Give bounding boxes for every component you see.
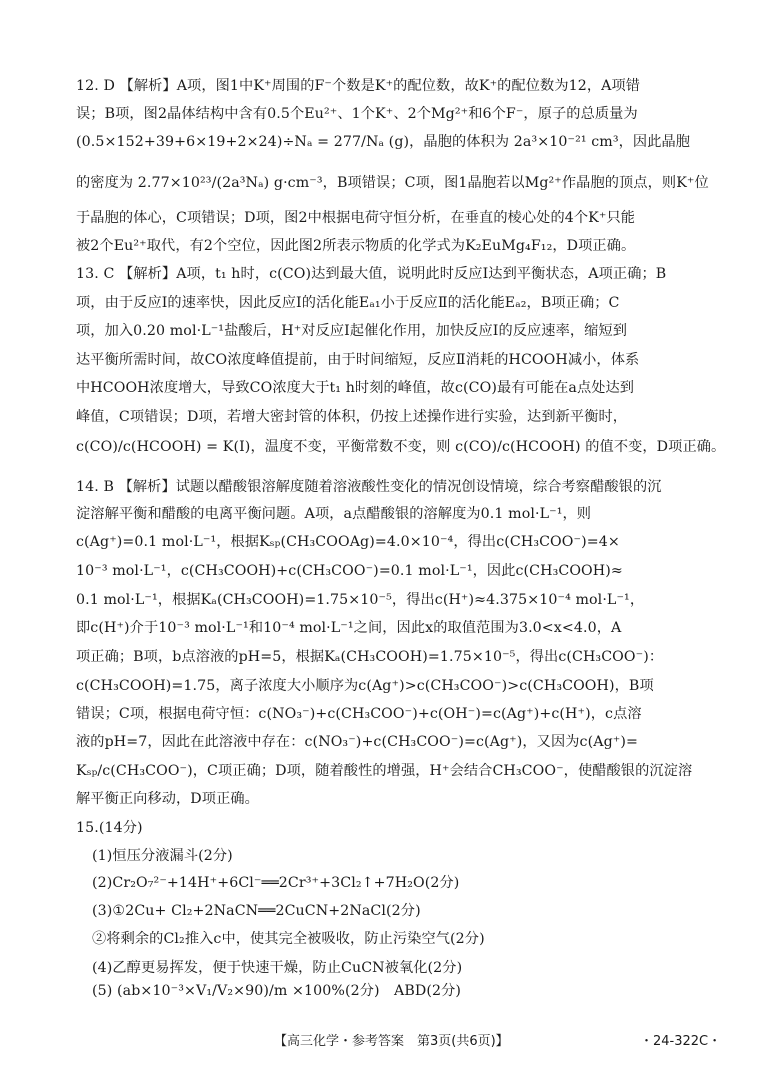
text-line: 12. D 【解析】A项，图1中K⁺周围的F⁻个数是K⁺的配位数，故K⁺的配位数为12，A项错: [76, 78, 641, 94]
text-line: 液的pH=7，因此在此溶液中存在：c(NO₃⁻)+c(CH₃COO⁻)=c(Ag⁺)，又因为c(Ag⁺)=: [76, 734, 638, 750]
text-line: 误；B项，图2晶体结构中含有0.5个Eu²⁺、1个K⁺、2个Mg²⁺和6个F⁻，原子的总质量为: [76, 106, 638, 122]
text-line: ②将剩余的Cl₂推入c中，使其完全被吸收，防止污染空气(2分): [92, 931, 485, 947]
text-line: c(Ag⁺)=0.1 mol·L⁻¹，根据Kₛₚ(CH₃COOAg)=4.0×10⁻⁴，得出c(CH₃COO⁻)=4×: [76, 534, 620, 550]
text-line: 项，加入0.20 mol·L⁻¹盐酸后，H⁺对反应Ⅰ起催化作用，加快反应Ⅰ的反应速率，缩短到: [76, 323, 628, 339]
text-line: 解平衡正向移动，D项正确。: [76, 791, 259, 807]
text-line: 项，由于反应Ⅰ的速率快，因此反应Ⅰ的活化能Eₐ₁小于反应Ⅱ的活化能Eₐ₂，B项正确；C: [76, 295, 620, 311]
text-line: 即c(H⁺)介于10⁻³ mol·L⁻¹和10⁻⁴ mol·L⁻¹之间，因此x的取值范围为3.0<x<4.0，A: [76, 620, 622, 636]
text-line: 淀溶解平衡和醋酸的电离平衡问题。A项，a点醋酸银的溶解度为0.1 mol·L⁻¹，则: [76, 506, 592, 522]
text-line: (3)①2Cu+ Cl₂+2NaCN══2CuCN+2NaCl(2分): [92, 903, 421, 919]
text-line: 项正确；B项，b点溶液的pH=5，根据Kₐ(CH₃COOH)=1.75×10⁻⁵，得出c(CH₃COO⁻)：: [76, 649, 664, 665]
text-line: 被2个Eu²⁺取代，有2个空位，因此图2所表示物质的化学式为K₂EuMg₄F₁₂，D项正确。: [76, 238, 636, 254]
text-line: (5) (ab×10⁻³×V₁/V₂×90)/m ×100%(2分) ABD(2分): [92, 983, 462, 999]
text-line: 错误；C项，根据电荷守恒：c(NO₃⁻)+c(CH₃COO⁻)+c(OH⁻)=c(Ag⁺)+c(H⁺)，c点溶: [76, 706, 642, 722]
footer-page-info: 【高三化学・参考答案 第3页(共6页)】: [274, 1034, 509, 1049]
text-line: 中HCOOH浓度增大，导致CO浓度大于t₁ h时刻的峰值，故c(CO)最有可能在a点处达到: [76, 380, 635, 396]
text-line: 14. B 【解析】试题以醋酸银溶解度随着溶液酸性变化的情况创设情境，综合考察醋酸银的沉: [76, 479, 662, 495]
text-line: (0.5×152+39+6×19+2×24)÷Nₐ = 277/Nₐ (g)，晶胞的体积为 2a³×10⁻²¹ cm³，因此晶胞: [76, 134, 691, 150]
text-line: 峰值，C项错误；D项，若增大密封管的体积，仍按上述操作进行实验，达到新平衡时，: [76, 409, 628, 425]
text-line: (2)Cr₂O₇²⁻+14H⁺+6Cl⁻══2Cr³⁺+3Cl₂↑+7H₂O(2分): [92, 875, 460, 891]
text-line: 15.(14分): [76, 820, 143, 836]
text-line: Kₛₚ/c(CH₃COO⁻)，C项正确；D项，随着酸性的增强，H⁺会结合CH₃COO⁻，使醋酸银的沉淀溶: [76, 763, 693, 779]
text-line: 10⁻³ mol·L⁻¹，c(CH₃COOH)+c(CH₃COO⁻)=0.1 mol·L⁻¹，因此c(CH₃COOH)≈: [76, 563, 623, 579]
text-line: c(CO)/c(HCOOH) = K(Ⅰ)，温度不变，平衡常数不变，则 c(CO)/c(HCOOH) 的值不变，D项正确。: [76, 439, 726, 455]
text-line: 13. C 【解析】A项，t₁ h时，c(CO)达到最大值，说明此时反应Ⅰ达到平衡状态，A项正确；B: [76, 266, 667, 282]
text-line: 0.1 mol·L⁻¹，根据Kₐ(CH₃COOH)=1.75×10⁻⁵，得出c(H⁺)≈4.375×10⁻⁴ mol·L⁻¹，: [76, 592, 645, 608]
text-line: (1)恒压分液漏斗(2分): [92, 848, 233, 864]
footer-code: ・24-322C・: [640, 1034, 722, 1049]
text-line: 达平衡所需时间，故CO浓度峰值提前，由于时间缩短，反应Ⅱ消耗的HCOOH减小，体系: [76, 352, 640, 368]
text-line: c(CH₃COOH)=1.75，离子浓度大小顺序为c(Ag⁺)>c(CH₃COO⁻)>c(CH₃COOH)，B项: [76, 678, 654, 694]
text-line: 的密度为 2.77×10²³/(2a³Nₐ) g·cm⁻³，B项错误；C项，图1晶胞若以Mg²⁺作晶胞的顶点，则K⁺位: [76, 175, 709, 191]
text-line: (4)乙醇更易挥发，便于快速干燥，防止CuCN被氧化(2分): [92, 960, 463, 976]
text-line: 于晶胞的体心，C项错误；D项，图2中根据电荷守恒分析，在垂直的棱心处的4个K⁺只能: [76, 210, 636, 226]
